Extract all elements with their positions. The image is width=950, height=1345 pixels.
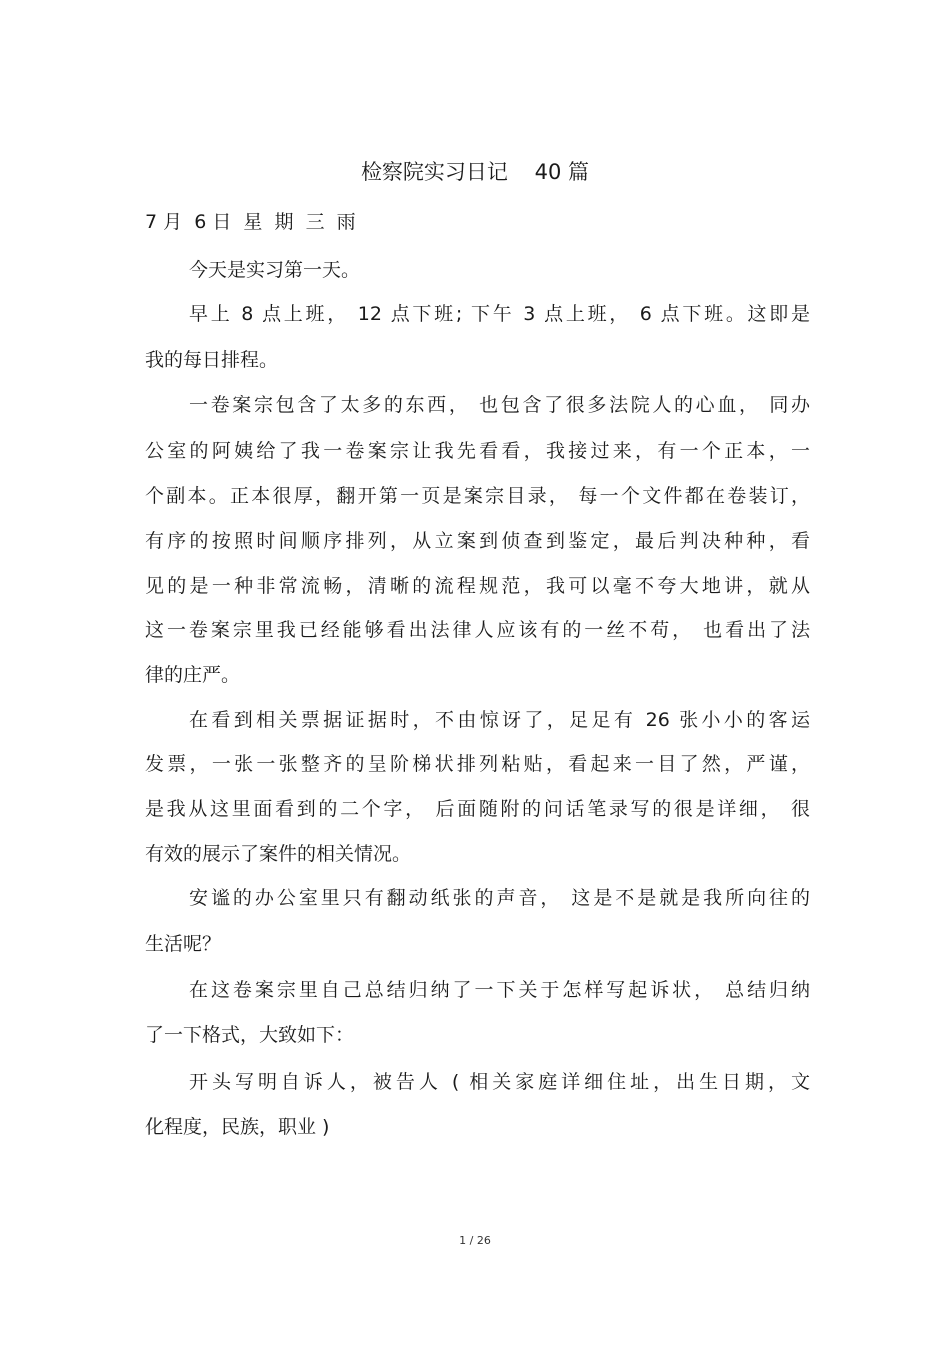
- paragraph-line: 开头写明自诉人，被告人 ( 相关家庭详细住址，出生日期，文: [189, 1071, 810, 1093]
- paragraph-line: 了一下格式，大致如下：: [145, 1024, 355, 1046]
- paragraph-line: 发票，一张一张整齐的呈阶梯状排列粘贴，看起来一目了然，严谨，: [145, 753, 810, 775]
- paragraph-line: 一卷案宗包含了太多的东西， 也包含了很多法院人的心血， 同办: [189, 394, 810, 416]
- paragraph-line: 生活呢？: [145, 933, 222, 955]
- paragraph-line: 早上 8 点上班， 12 点下班; 下午 3 点上班， 6 点下班。这即是: [189, 303, 810, 325]
- paragraph-line: 公室的阿姨给了我一卷案宗让我先看看，我接过来，有一个正本，一: [145, 440, 810, 462]
- date-line: 7 月 6 日 星 期 三 雨: [145, 211, 356, 233]
- paragraph-line: 个副本。正本很厚，翻开第一页是案宗目录， 每一个文件都在卷装订，: [145, 485, 810, 507]
- paragraph-line: 有效的展示了案件的相关情况。: [145, 843, 412, 865]
- paragraph-line: 是我从这里面看到的二个字， 后面随附的问话笔录写的很是详细， 很: [145, 798, 810, 820]
- paragraph-line: 有序的按照时间顺序排列，从立案到侦查到鉴定，最后判决种种，看: [145, 530, 810, 552]
- paragraph-line: 安谧的办公室里只有翻动纸张的声音， 这是不是就是我所向往的: [189, 887, 810, 909]
- paragraph-line: 在看到相关票据证据时，不由惊讶了，足足有 26 张小小的客运: [189, 709, 810, 731]
- paragraph-line: 律的庄严。: [145, 664, 241, 686]
- paragraph-line: 化程度，民族，职业 ): [145, 1116, 330, 1138]
- page-number: 1 / 26: [459, 1234, 491, 1247]
- paragraph-line: 在这卷案宗里自己总结归纳了一下关于怎样写起诉状， 总结归纳: [189, 979, 810, 1001]
- paragraph-line: 见的是一种非常流畅，清晰的流程规范，我可以毫不夸大地讲，就从: [145, 575, 810, 597]
- paragraph-line: 我的每日排程。: [145, 349, 279, 371]
- document-title: 检察院实习日记 40 篇: [360, 160, 590, 184]
- paragraph-line: 这一卷案宗里我已经能够看出法律人应该有的一丝不苟， 也看出了法: [145, 619, 810, 641]
- paragraph-line: 今天是实习第一天。: [189, 259, 361, 281]
